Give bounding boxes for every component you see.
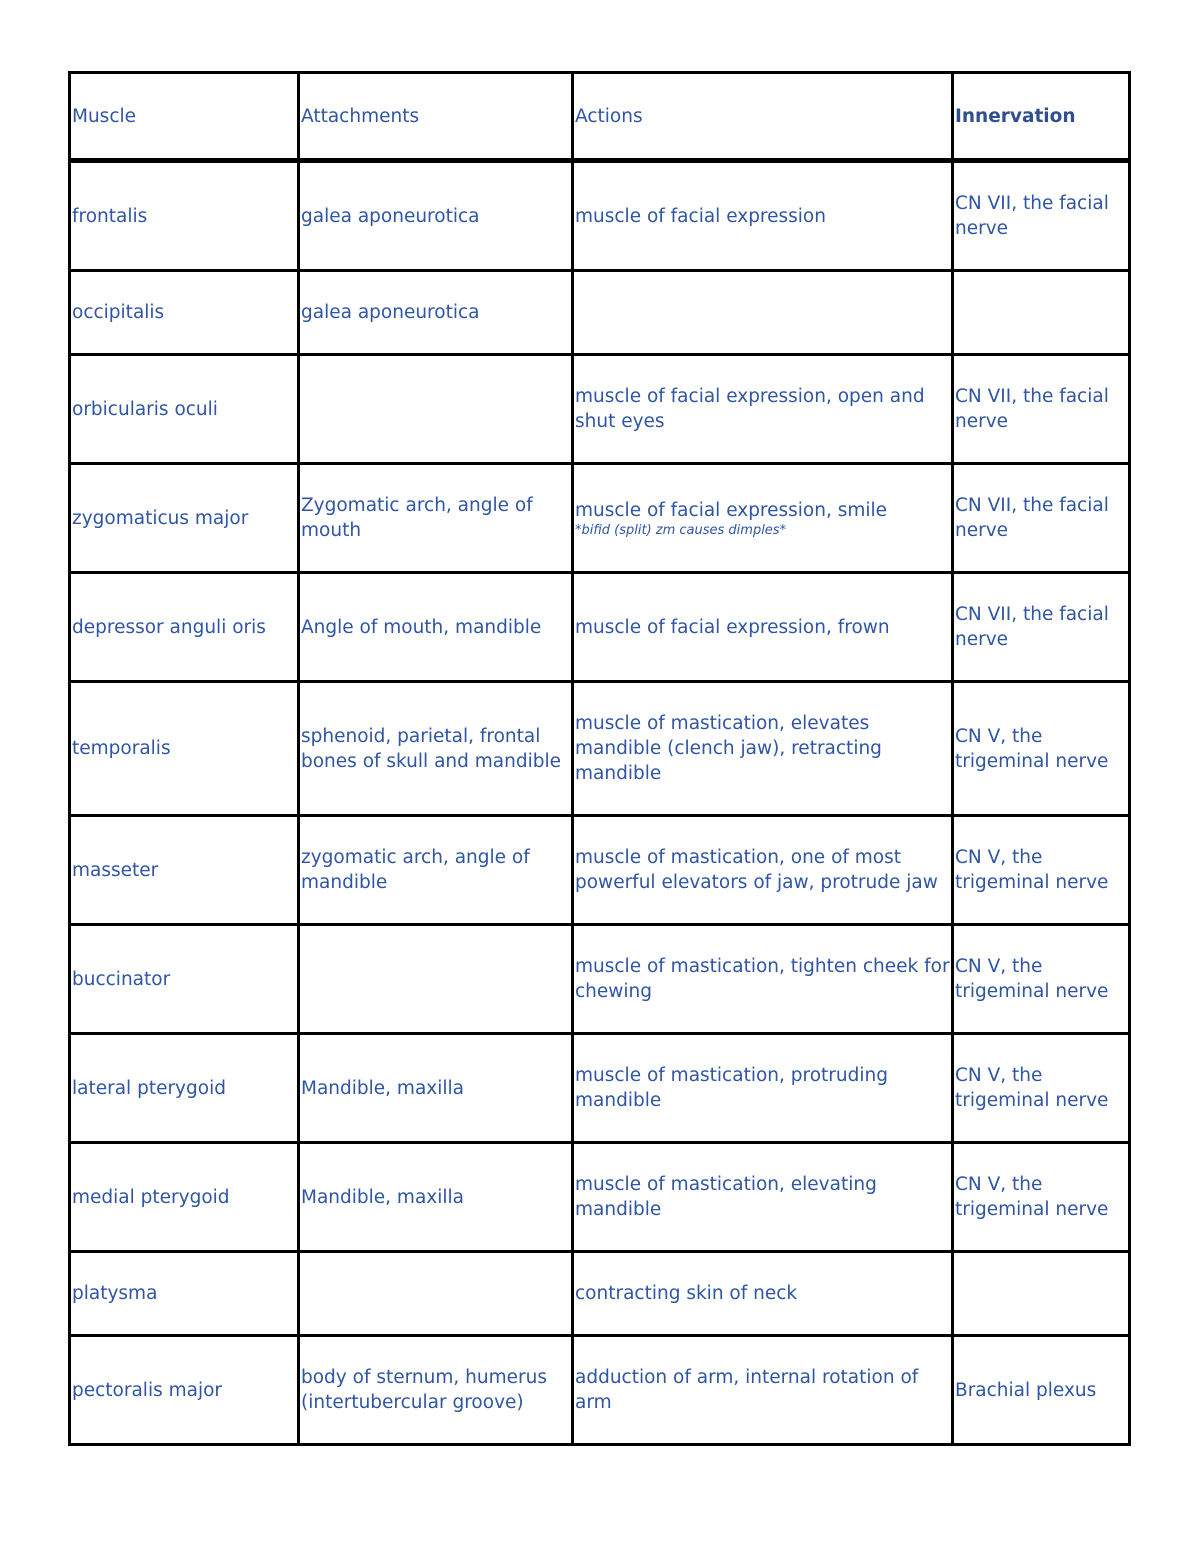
- cell-attachments: Mandible, maxilla: [299, 1143, 573, 1252]
- table-row: [70, 925, 1130, 1034]
- cell-innervation: CN V, the trigeminal nerve: [953, 1034, 1130, 1143]
- table-row: [70, 573, 1130, 682]
- cell-attachments: [299, 925, 573, 1034]
- table-row: [70, 1034, 1130, 1143]
- cell-attachments: body of sternum, humerus (intertubercular groove): [299, 1336, 573, 1445]
- cell-attachments: Mandible, maxilla: [299, 1034, 573, 1143]
- cell-innervation: [953, 271, 1130, 355]
- table-row: [70, 271, 1130, 355]
- table-row: [70, 682, 1130, 816]
- cell-innervation: CN VII, the facial nerve: [953, 573, 1130, 682]
- actions-note: *bifid (split) zm causes dimples*: [575, 523, 787, 538]
- table-row: [70, 464, 1130, 573]
- actions-text: muscle of facial expression, frown: [575, 616, 890, 638]
- header-innervation: Innervation: [953, 73, 1130, 161]
- cell-actions: [573, 271, 953, 355]
- cell-innervation: CN V, the trigeminal nerve: [953, 1143, 1130, 1252]
- cell-actions: [573, 1336, 953, 1445]
- cell-attachments: galea aponeurotica: [299, 161, 573, 271]
- header-row: [70, 73, 1130, 161]
- cell-attachments: Zygomatic arch, angle of mouth: [299, 464, 573, 573]
- actions-text: adduction of arm, internal rotation of arm: [575, 1367, 919, 1413]
- actions-text: contracting skin of neck: [575, 1283, 798, 1304]
- cell-muscle: medial pterygoid: [70, 1143, 299, 1252]
- cell-attachments: zygomatic arch, angle of mandible: [299, 816, 573, 925]
- cell-muscle: lateral pterygoid: [70, 1034, 299, 1143]
- actions-text: muscle of facial expression: [575, 205, 826, 227]
- actions-text: muscle of mastication, elevating mandible: [575, 1174, 877, 1220]
- header-attachments: Attachments: [299, 73, 573, 161]
- cell-muscle: platysma: [70, 1252, 299, 1336]
- cell-innervation: Brachial plexus: [953, 1336, 1130, 1445]
- cell-actions: [573, 1034, 953, 1143]
- actions-text: muscle of facial expression, smile: [575, 500, 888, 521]
- cell-muscle: pectoralis major: [70, 1336, 299, 1445]
- cell-actions: [573, 573, 953, 682]
- actions-text: muscle of facial expression, open and shut eyes: [575, 386, 925, 432]
- actions-text: muscle of mastication, protruding mandible: [575, 1065, 888, 1111]
- header-actions: Actions: [573, 73, 953, 161]
- cell-innervation: CN VII, the facial nerve: [953, 355, 1130, 464]
- table-row: [70, 355, 1130, 464]
- table-row: [70, 1336, 1130, 1445]
- cell-muscle: frontalis: [70, 161, 299, 271]
- muscle-table: [68, 71, 1131, 1446]
- cell-attachments: galea aponeurotica: [299, 271, 573, 355]
- table-row: [70, 1252, 1130, 1336]
- cell-attachments: [299, 1252, 573, 1336]
- actions-text: muscle of mastication, one of most powerful elevators of jaw, protrude jaw: [575, 847, 938, 893]
- cell-actions: [573, 1143, 953, 1252]
- cell-actions: [573, 925, 953, 1034]
- table-row: [70, 161, 1130, 271]
- cell-muscle: orbicularis oculi: [70, 355, 299, 464]
- cell-innervation: CN VII, the facial nerve: [953, 161, 1130, 271]
- actions-text: muscle of mastication, tighten cheek for chewing: [575, 956, 950, 1002]
- cell-innervation: CN V, the trigeminal nerve: [953, 816, 1130, 925]
- table-body: [70, 161, 1130, 1445]
- cell-muscle: depressor anguli oris: [70, 573, 299, 682]
- table-row: [70, 816, 1130, 925]
- cell-innervation: CN V, the trigeminal nerve: [953, 682, 1130, 816]
- cell-muscle: temporalis: [70, 682, 299, 816]
- cell-muscle: masseter: [70, 816, 299, 925]
- cell-innervation: [953, 1252, 1130, 1336]
- cell-actions: [573, 682, 953, 816]
- cell-innervation: CN V, the trigeminal nerve: [953, 925, 1130, 1034]
- cell-attachments: sphenoid, parietal, frontal bones of skull and mandible: [299, 682, 573, 816]
- cell-innervation: CN VII, the facial nerve: [953, 464, 1130, 573]
- cell-actions: [573, 161, 953, 271]
- cell-actions: [573, 355, 953, 464]
- cell-actions: [573, 816, 953, 925]
- cell-attachments: Angle of mouth, mandible: [299, 573, 573, 682]
- cell-actions: [573, 1252, 953, 1336]
- cell-attachments: [299, 355, 573, 464]
- cell-muscle: occipitalis: [70, 271, 299, 355]
- actions-text: muscle of mastication, elevates mandible (clench jaw), retracting mandible: [575, 713, 882, 784]
- table-row: [70, 1143, 1130, 1252]
- cell-muscle: buccinator: [70, 925, 299, 1034]
- header-muscle: Muscle: [70, 73, 299, 161]
- cell-muscle: zygomaticus major: [70, 464, 299, 573]
- cell-actions: [573, 464, 953, 573]
